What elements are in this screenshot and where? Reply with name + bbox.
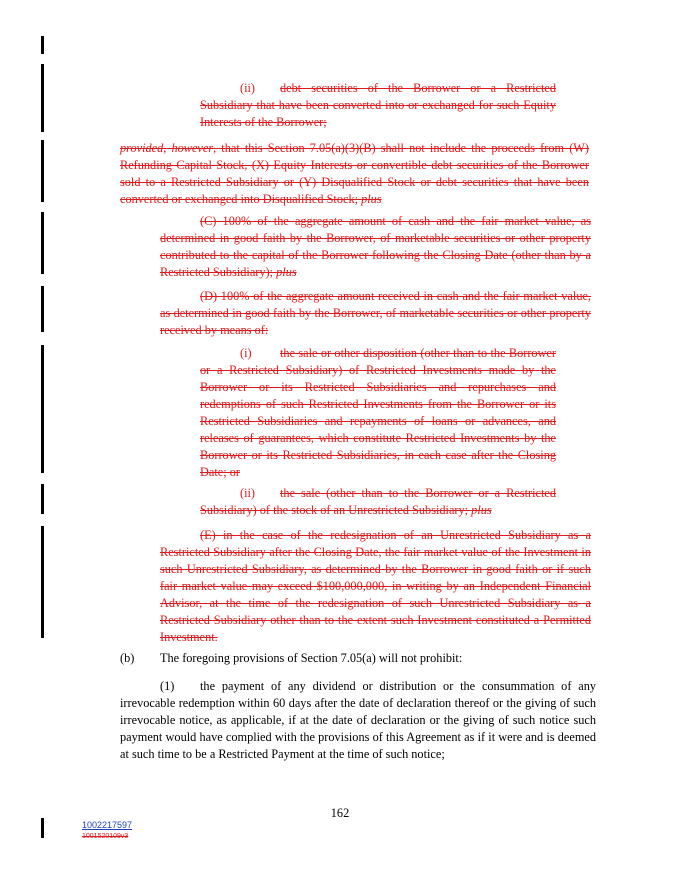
section-b-marker: (b) <box>120 651 135 665</box>
clause-1-text: the payment of any dividend or distribution or the consummation of any irrevocable redemption within 60 days after the date of declaration thereof or the giving of such irrevocable notice, as applicable, if at the date of declaration or the giving of such notice such payment would have complied with the provisions of this Agreement as if it were and is deemed at such time to be a Restricted Payment at the time of such notice; <box>120 679 596 761</box>
section-b <box>120 650 590 667</box>
clause-d-ii-plus: plus <box>471 503 492 517</box>
deleted-clause-d-ii <box>200 485 556 519</box>
clause-text: debt securities of the Borrower or a Restricted Subsidiary that have been converted into or exchanged for such Equity Interests of the Borrower; <box>200 81 556 129</box>
change-bar <box>41 64 44 132</box>
clause-c-text: (C) 100% of the aggregate amount of cash and the fair market value, as determined in good faith by the Borrower, of marketable securities or other property contributed to the capital of the Borrower following the Closing Date (other than by a Restricted Subsidiary); <box>160 214 591 279</box>
clause-1-marker: (1) <box>160 679 175 693</box>
clause-e-text: (E) in the case of the redesignation of an Unrestricted Subsidiary as a Restricted Subsidiary after the Closing Date, the fair market value of the Investment in such Unrestricted Subsidiary, as determined by the Borrower in good faith or if such fair market value may exceed $100,000,000, in writing by an Independent Financial Advisor, at the time of the redesignation of such Unrestricted Subsidiary as a Restricted Subsidiary other than to the extent such Investment constituted a Permitted Investment. <box>160 528 591 644</box>
clause-d-i-text: the sale or other disposition (other than to the Borrower or a Restricted Subsidiary) of Restricted Investments made by the Borrower or its Restricted Subsidiaries and repurchases and redemptions of such Restricted Investments from the Borrower or its Restricted Subsidiaries and repayments of loans or advances, and releases of guarantees, which constitute Restricted Investments by the Borrower or its Restricted Subsidiaries, in each case after the Closing Date; or <box>200 346 556 479</box>
proviso-italic: provided, however <box>120 141 214 155</box>
clause-marker: (ii) <box>240 81 256 95</box>
change-bar <box>41 818 44 838</box>
change-bar <box>41 286 44 332</box>
proviso-text: , that this Section 7.05(a)(3)(B) shall not include the proceeds from (W) Refunding Capital Stock, (X) Equity Interests or convertible debt securities of the Borrower sold to a Restricted Subsidiary or (Y) Disqualified Stock or debt securities that have been converted or exchanged into Disqualified Stock; <box>120 141 590 206</box>
deleted-clause-ii-top <box>200 80 556 131</box>
change-bar <box>41 140 44 202</box>
document-id-old: 1001520109v3 <box>82 833 129 840</box>
deleted-clause-d-i <box>200 345 556 481</box>
document-id <box>82 820 132 842</box>
clause-marker: (ii) <box>240 486 256 500</box>
clause-d-text: (D) 100% of the aggregate amount received in cash and the fair market value, as determined in good faith by the Borrower, of marketable securities or other property received by means of: <box>160 289 591 337</box>
clause-d-ii-text: the sale (other than to the Borrower or a Restricted Subsidiary) of the stock of an Unrestricted Subsidiary; <box>200 486 556 517</box>
clause-1 <box>120 678 596 763</box>
change-bar <box>41 526 44 638</box>
proviso-plus: plus <box>361 192 382 206</box>
deleted-proviso <box>120 140 589 208</box>
deleted-clause-c <box>160 213 591 281</box>
section-b-text: The foregoing provisions of Section 7.05(a) will not prohibit: <box>160 651 463 665</box>
clause-c-plus: plus <box>276 265 297 279</box>
document-id-new: 1002217597 <box>82 820 133 830</box>
change-bar <box>41 212 44 274</box>
page-number: 162 <box>330 806 350 820</box>
change-bar <box>41 36 44 54</box>
clause-marker: (i) <box>240 346 252 360</box>
deleted-clause-e <box>160 527 591 646</box>
change-bar <box>41 345 44 473</box>
change-bar <box>41 484 44 514</box>
deleted-clause-d <box>160 288 591 339</box>
